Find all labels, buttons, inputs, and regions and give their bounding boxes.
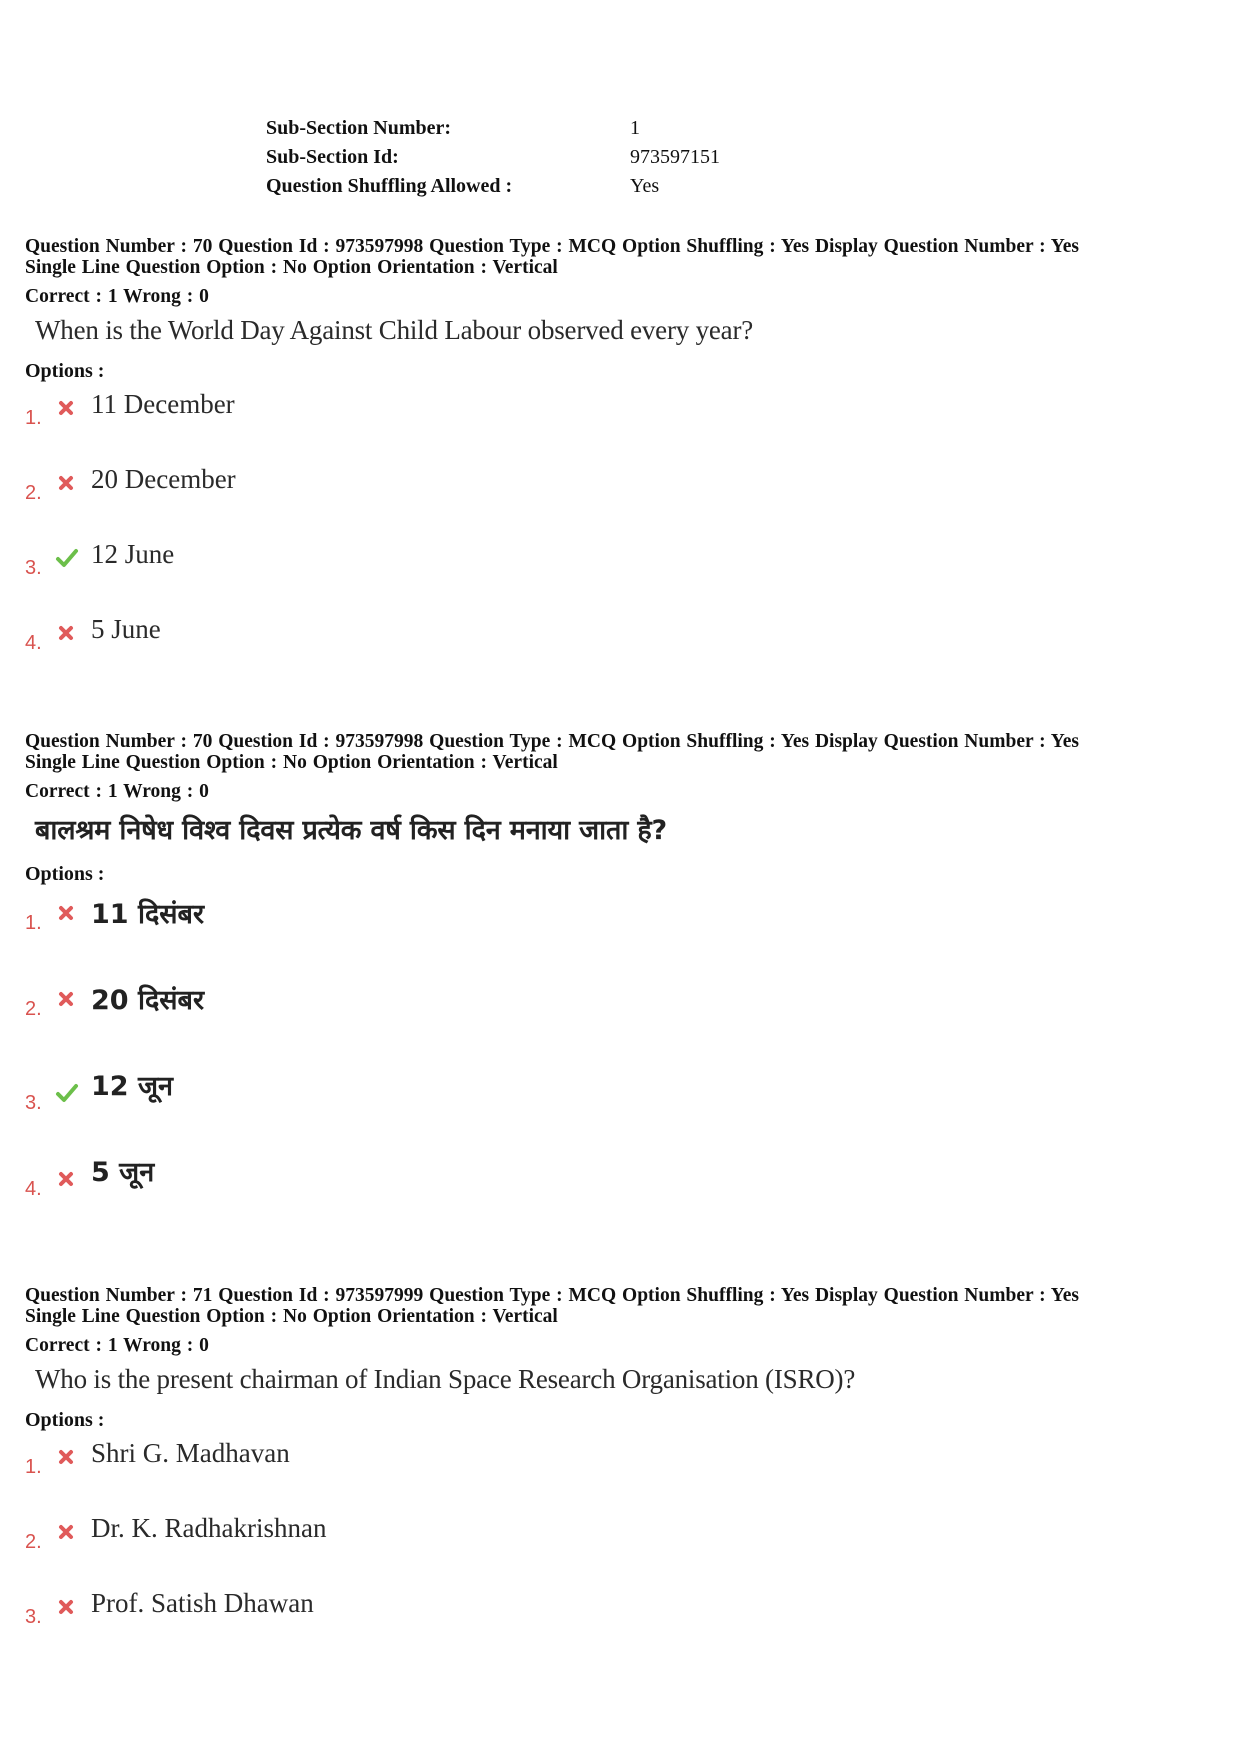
option-number: 1. <box>25 1456 42 1478</box>
meta-label: Sub-Section Id: <box>266 146 399 168</box>
option-number: 3. <box>25 557 42 579</box>
marking-scheme: Correct : 1 Wrong : 0 <box>25 781 209 802</box>
meta-value: Yes <box>630 175 660 197</box>
option-number: 4. <box>25 632 42 654</box>
option-number: 1. <box>25 912 42 934</box>
options-list <box>25 389 1200 684</box>
meta-value: 1 <box>630 117 640 139</box>
option-number: 2. <box>25 998 42 1020</box>
cross-icon <box>55 397 77 419</box>
option-item <box>25 464 1200 534</box>
option-text: 11 दिसंबर <box>91 899 205 930</box>
option-number: 4. <box>25 1178 42 1200</box>
question-block <box>25 236 1200 684</box>
subsection-info <box>266 114 720 201</box>
options-label: Options : <box>25 863 105 885</box>
option-text: Dr. K. Radhakrishnan <box>91 1513 327 1543</box>
check-icon <box>55 547 77 569</box>
question-text: बालश्रम निषेध विश्व दिवस प्रत्येक वर्ष किस दिन मनाया जाता है? <box>35 815 667 846</box>
option-item <box>25 1588 1200 1658</box>
marking-scheme: Correct : 1 Wrong : 0 <box>25 286 209 307</box>
question-header: Question Number : 70 Question Id : 973597998 Question Type : MCQ Option Shuffling : Yes Display Question Number : Yes <box>25 731 1079 752</box>
option-item <box>25 1513 1200 1583</box>
option-text: 20 दिसंबर <box>91 985 205 1016</box>
meta-row <box>266 172 720 201</box>
option-number: 2. <box>25 1531 42 1553</box>
option-number: 2. <box>25 482 42 504</box>
marking-scheme: Correct : 1 Wrong : 0 <box>25 1335 209 1356</box>
cross-icon <box>55 472 77 494</box>
options-list <box>25 1438 1200 1658</box>
cross-icon <box>55 902 77 924</box>
option-number: 3. <box>25 1092 42 1114</box>
cross-icon <box>55 1521 77 1543</box>
question-block <box>25 731 1200 1238</box>
option-item <box>25 1438 1200 1508</box>
option-text: 12 जून <box>91 1071 173 1102</box>
option-item <box>25 1066 1200 1152</box>
option-item <box>25 614 1200 684</box>
option-text: 20 December <box>91 464 236 494</box>
question-header-line2: Single Line Question Option : No Option Orientation : Vertical <box>25 752 558 773</box>
cross-icon <box>55 1446 77 1468</box>
options-label: Options : <box>25 360 105 382</box>
option-text: Shri G. Madhavan <box>91 1438 290 1468</box>
option-number: 1. <box>25 407 42 429</box>
question-header-line2: Single Line Question Option : No Option Orientation : Vertical <box>25 1306 558 1327</box>
question-block <box>25 1285 1200 1658</box>
question-header: Question Number : 70 Question Id : 973597998 Question Type : MCQ Option Shuffling : Yes Display Question Number : Yes <box>25 236 1079 257</box>
meta-label: Sub-Section Number: <box>266 117 452 139</box>
meta-label: Question Shuffling Allowed : <box>266 175 513 197</box>
options-label: Options : <box>25 1409 105 1431</box>
cross-icon <box>55 622 77 644</box>
option-text: 5 जून <box>91 1157 155 1188</box>
question-header: Question Number : 71 Question Id : 973597999 Question Type : MCQ Option Shuffling : Yes Display Question Number : Yes <box>25 1285 1079 1306</box>
check-icon <box>55 1082 77 1104</box>
option-item <box>25 389 1200 459</box>
option-text: Prof. Satish Dhawan <box>91 1588 314 1618</box>
options-list <box>25 894 1200 1238</box>
meta-row <box>266 143 720 172</box>
option-text: 11 December <box>91 389 235 419</box>
option-item <box>25 539 1200 609</box>
question-header-line2: Single Line Question Option : No Option Orientation : Vertical <box>25 257 558 278</box>
meta-value: 973597151 <box>630 146 720 168</box>
question-text: When is the World Day Against Child Labour observed every year? <box>35 315 754 345</box>
meta-row <box>266 114 720 143</box>
option-number: 3. <box>25 1606 42 1628</box>
cross-icon <box>55 988 77 1010</box>
cross-icon <box>55 1596 77 1618</box>
question-text: Who is the present chairman of Indian Space Research Organisation (ISRO)? <box>35 1364 856 1394</box>
cross-icon <box>55 1168 77 1190</box>
option-text: 5 June <box>91 614 161 644</box>
option-item <box>25 1152 1200 1238</box>
option-item <box>25 980 1200 1066</box>
option-item <box>25 894 1200 980</box>
option-text: 12 June <box>91 539 175 569</box>
